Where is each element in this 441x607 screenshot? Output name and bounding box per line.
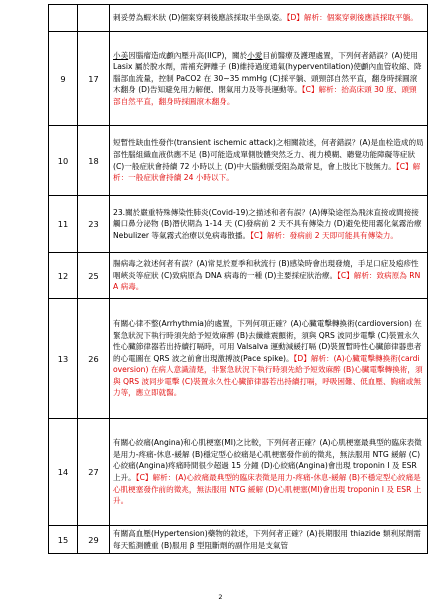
page-number: 2 <box>218 593 223 601</box>
question-number-cell <box>78 5 110 32</box>
question-number-cell: 29 <box>78 526 110 554</box>
answer-explanation: 【C】解析：發病前 2 天即可能具有傳染力。 <box>250 230 398 240</box>
question-text: 因腦瘤造成顱內壓升高(IICP)，關於 <box>128 50 248 60</box>
question-text-cell <box>110 5 428 32</box>
table-row <box>49 526 428 554</box>
item-number-cell <box>49 5 78 32</box>
question-text: 腸病毒之敘述何者有誤？(A)常見於夏季和秋流行 (B)感染時會出現發燒，手足口症及疱疹性咽峽炎等症狀 (C)致病原為 DNA 病毒的一種 (D)主要採症狀治療。 <box>113 259 419 280</box>
question-number-cell: 27 <box>78 419 110 526</box>
question-number-cell: 25 <box>78 253 110 299</box>
question-text-cell <box>110 32 428 126</box>
table-row <box>49 126 428 196</box>
answer-explanation: 【C】解析：抬高床頭 30 度、頭頸部自然平直，翻身時採圓滾木翻身。 <box>113 85 417 106</box>
question-number-cell: 26 <box>78 299 110 419</box>
question-text: 23.關於嚴重特殊傳染性肺炎(Covid-19)之描述和者有誤？(A)傳染途徑為飛沫直接或間接接觸口鼻分泌物 (B)潛伏期為 1-14 天 (C)發病前 2 天不具有傳染力 (D)避免使用霧化氣霧治療 Nebulizer 等氣霧式治療以免病毒散播。 <box>113 207 422 240</box>
answer-explanation: 【C】解析：一般症狀會持續 24 小時以下。 <box>113 161 421 183</box>
question-text: 刺妥勞為蝦米狀 (D)個案穿刺後應該採取半坐臥姿。 <box>113 13 287 23</box>
table-row <box>49 196 428 253</box>
answer-explanation: 【D】解析：(A)心臟電擊轉換術(cardioversion) 在病人意識清楚，非緊急狀況下執行時須先給予短效麻醉 (B)心臟電擊轉換術，須與 QRS 波同步電擊 (C)裝置永久性心臟節律器若出持續打嗝，呼吸困難、低血壓、胸痛或無力等，應立即就醫。 <box>113 353 423 398</box>
question-text: 小美 <box>113 50 129 60</box>
item-number-cell: 15 <box>49 526 78 554</box>
question-text: 有關心律不整(Arrhythmia)的處置，下列何項正確？(A)心臟電擊轉換術(cardioversion) 在緊急狀況下執行時須先給予短效麻醉 (B)去纖維震顫術，須與 QRS 波同步電擊 (C)裝置永久性心臟節律器若出持續打嗝時，可用 Valsalva 運動減緩打嗝 (D)裝置暫時性心臟節律器患者的心電圖在 QRS 波之前會出現激搏波(Pace spike)。 <box>113 318 422 363</box>
item-number-cell: 12 <box>49 253 78 299</box>
question-text: 目前醫療及護理處置，下列何者錯誤？(A)使用 Lasix 屬於脫水劑，需補充鉀離子 (B)維持過度通氣(hyperventilation)使顱內血管收縮、降腦部血流量，控制 PaCO2 在 30~35 mmHg (C)採平躺、頭頸部自然平直，翻身時採圓滾木翻身 (D)告知避免用力解便、閉氣用力及等長運動等。 <box>113 50 422 95</box>
question-text-cell <box>110 126 428 196</box>
question-text-cell <box>110 526 428 554</box>
question-text: 有關高血壓(Hypertension)藥物的敘述，下列何者正確？(A)長期服用 thiazide 類利尿劑需每天監測體重 (B)服用 β 型阻斷劑的副作用是支氣管 <box>113 529 421 550</box>
answer-explanation: 【C】解析：(A)心絞痛最典型的臨床表徵是用力-疼痛-休息-緩解 (B)不穩定型心絞痛是心肌梗塞發作前的徵兆，無法服用 NTG 緩解 (D)心肌梗塞(MI)會出現 troponin I 及 ESR 上升。 <box>113 473 422 506</box>
item-number-cell: 13 <box>49 299 78 419</box>
table-row <box>49 253 428 299</box>
question-number-cell: 18 <box>78 126 110 196</box>
table-row <box>49 299 428 419</box>
table-row <box>49 5 428 32</box>
item-number-cell: 10 <box>49 126 78 196</box>
question-text-cell <box>110 419 428 526</box>
question-text: 短暫性缺血性發作(transient ischemic attack)之相關敘述，何者錯誤？(A)是血栓造成的局部性腦組織血液供應不足 (B)可能造成單側肢體突然乏力、視力模糊、聽覺功能障礙等症狀 (C)一般症狀會持續 72 小時以上 (D)中大腦動脈受阻為最常見，會上肢比下肢無力。 <box>113 138 424 171</box>
item-number-cell: 14 <box>49 419 78 526</box>
item-number-cell: 11 <box>49 196 78 253</box>
table-row <box>49 32 428 126</box>
question-text-cell <box>110 299 428 419</box>
question-table <box>48 4 428 554</box>
question-text-cell <box>110 196 428 253</box>
item-number-cell: 9 <box>49 32 78 126</box>
answer-explanation: 【D】解析：個案穿刺後應該採取平躺。 <box>286 13 418 23</box>
question-text: 有關心絞痛(Angina)和心肌梗塞(MI)之比較，下列何者正確？(A)心肌梗塞最典型的臨床表徵是用力-疼痛-休息-緩解 (B)穩定型心絞痛是心肌梗塞發作前的徵兆，無法服用 NTG 緩解 (C)心絞痛(Angina)疼痛時間很少超過 15 分鐘 (D)心絞痛(Angina)會出現 troponin I 及 ESR 上升。 <box>113 438 422 482</box>
table-row <box>49 419 428 526</box>
question-number-cell: 23 <box>78 196 110 253</box>
question-text: 小愛 <box>247 50 263 60</box>
answer-explanation: 【C】解析：致病原為 RNA 病毒。 <box>113 270 421 292</box>
question-text-cell <box>110 253 428 299</box>
question-number-cell: 17 <box>78 32 110 126</box>
